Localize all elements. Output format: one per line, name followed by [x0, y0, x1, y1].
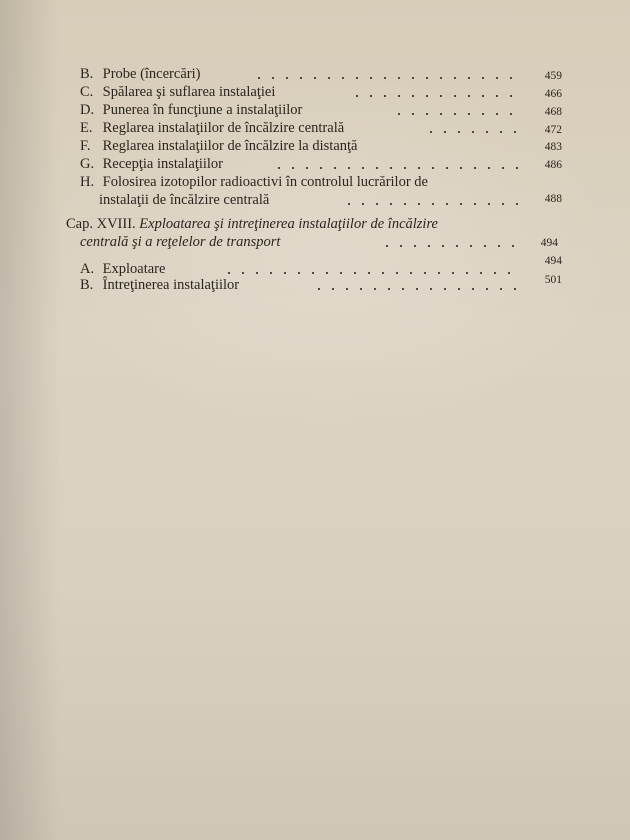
entry-label: F.: [80, 138, 91, 154]
chapter-title: Exploatarea şi intreţinerea instalaţiilor de încălzire: [139, 216, 438, 232]
toc-entry-b: [80, 66, 200, 83]
entry-page: 472: [544, 124, 562, 136]
entry-page: 459: [544, 70, 562, 82]
entry-label: D.: [80, 102, 95, 118]
entry-title: Punerea în funcţiune a instalaţiilor: [102, 102, 303, 118]
entry-title: Recepţia instalaţiilor: [102, 156, 224, 172]
chapter-title-line2: centrală şi a reţelelor de transport: [80, 234, 281, 250]
entry-title: Reglarea instalaţiilor de încălzire la distanţă: [102, 138, 358, 154]
dot-leader: [312, 288, 522, 290]
entry-label: B.: [80, 277, 94, 293]
entry-title: Întreţinerea instalaţiilor: [102, 277, 240, 293]
entry-title-line2: instalaţii de încălzire centrală: [99, 192, 270, 208]
dot-leader: [222, 272, 522, 274]
dot-leader: [342, 203, 522, 205]
toc-entry-d: [80, 102, 302, 119]
entry-page: 494: [544, 255, 562, 267]
toc-entry-b-intretinerea: [80, 277, 239, 294]
chapter-page: 494: [540, 237, 558, 249]
entry-page: 501: [544, 274, 562, 286]
entry-title: Reglarea instalaţiilor de încălzire centrală: [102, 120, 345, 136]
dot-leader: [380, 245, 514, 247]
entry-page: 488: [544, 193, 562, 205]
dot-leader: [272, 167, 522, 169]
toc-entry-g: [80, 156, 223, 173]
entry-title: Exploatare: [102, 261, 166, 277]
chapter-heading: [66, 216, 438, 233]
dot-leader: [392, 113, 522, 115]
toc-entry-h-continued: [99, 192, 269, 209]
entry-label: A.: [80, 261, 95, 277]
entry-label: H.: [80, 174, 95, 190]
toc-entry-a-exploatare: [80, 261, 165, 278]
dot-leader: [350, 95, 522, 97]
dot-leader: [424, 131, 522, 133]
entry-label: B.: [80, 66, 94, 82]
entry-label: E.: [80, 120, 93, 136]
entry-page: 468: [544, 106, 562, 118]
chapter-number: Cap. XVIII.: [66, 216, 136, 232]
entry-label: C.: [80, 84, 94, 100]
toc-entry-e: [80, 120, 344, 137]
toc-entry-f: [80, 138, 357, 155]
toc-entry-h: [80, 174, 428, 191]
entry-page: 486: [544, 159, 562, 171]
entry-title: Probe (încercări): [102, 66, 201, 82]
entry-page: 483: [544, 141, 562, 153]
toc-entry-c: [80, 84, 275, 101]
entry-title: Spălarea şi suflarea instalaţiei: [102, 84, 276, 100]
chapter-title-continued: [80, 234, 280, 251]
entry-title: Folosirea izotopilor radioactivi în controlul lucrărilor de: [102, 174, 428, 190]
entry-page: 466: [544, 88, 562, 100]
entry-label: G.: [80, 156, 95, 172]
dot-leader: [252, 77, 522, 79]
